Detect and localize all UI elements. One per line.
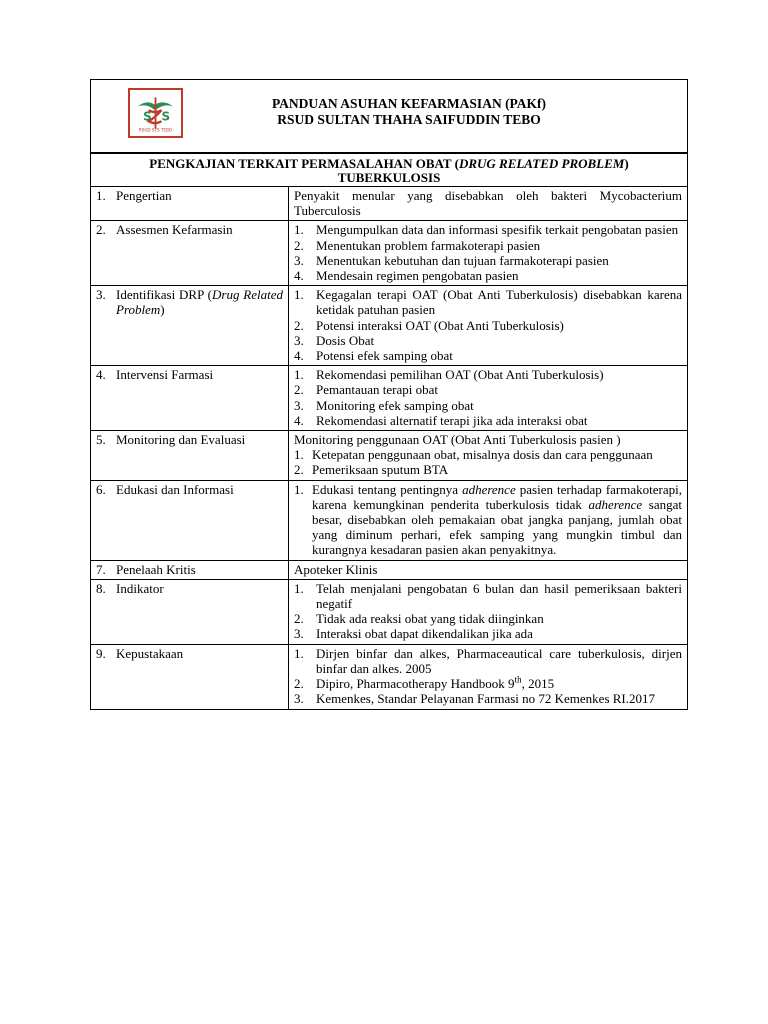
svg-text:RSUD STS TEBO: RSUD STS TEBO [138,127,173,133]
numbered-list [294,482,682,558]
table-row [91,579,688,644]
list-item: 4. Rekomendasi alternatif terapi jika ada interaksi obat [294,412,588,428]
row-content: Penyakit menular yang disebabkan oleh bakteri Mycobacterium Tuberculosis [289,187,688,221]
list-item: 1. Mengumpulkan data dan informasi spesifik terkait pengobatan pasien [294,222,679,238]
list-item: 1. Telah menjalani pengobatan 6 bulan dan hasil pemeriksaan bakteri negatif [294,580,682,612]
numbered-list [294,222,682,283]
row-label: 1. Pengertian [91,187,289,221]
table-row [91,560,688,579]
list-item: 1. Dirjen binfar dan alkes, Pharmaceautical care tuberkulosis, dirjen binfar dan alkes. 2005 [294,645,682,676]
document-header [90,79,688,153]
numbered-list [294,367,682,428]
table-title-row [91,154,688,187]
row-label: 9. Kepustakaan [91,644,289,709]
list-item: 2. Pemantauan terapi obat [294,382,439,398]
numbered-list [294,287,682,363]
drp-table [90,153,688,710]
row-label: 5. Monitoring dan Evaluasi [91,431,289,481]
svg-text:S: S [143,109,152,124]
row-label: 2. Assesmen Kefarmasin [91,221,289,286]
row-content [289,579,688,644]
table-row [91,366,688,431]
row-content [289,286,688,366]
table-row [91,480,688,560]
row-label: 3. Identifikasi DRP (Drug Related Problem) [91,286,289,366]
row-content [289,366,688,431]
list-item: 1. Ketepatan penggunaan obat, misalnya dosis dan cara penggunaan [294,447,653,463]
header-line-1: PANDUAN ASUHAN KEFARMASIAN (PAKf) [271,96,547,111]
list-item: 2. Pemeriksaan sputum BTA [294,462,449,478]
list-item: 1. Kegagalan terapi OAT (Obat Anti Tuberkulosis) disebabkan karena ketidak patuhan pasien [294,287,682,318]
list-item: 4. Potensi efek samping obat [294,348,453,364]
list-item: 1. Edukasi tentang pentingnya adherence pasien terhadap farmakoterapi, karena kemungkinan penderita tuberkulosis tidak adherence sangat besar, disebabkan oleh pemakaian obat jangka panjang, jumlah obat yang diminum perhari, efek samping yang mungkin timbul dan kurangnya kesadaran pasien akan penyakitnya. [294,481,682,558]
row-label: 6. Edukasi dan Informasi [91,480,289,560]
list-item: 3. Monitoring efek samping obat [294,397,474,413]
header-titles [91,96,687,128]
table-title: PENGKAJIAN TERKAIT PERMASALAHAN OBAT (DRUG RELATED PROBLEM) TUBERKULOSIS [91,154,688,187]
row-content [289,644,688,709]
reference-list [294,646,682,707]
row-content [289,221,688,286]
table-row [91,644,688,709]
row-label: 4. Intervensi Farmasi [91,366,289,431]
list-item: 2. Dipiro, Pharmacotherapy Handbook 9th, 2015 [294,674,555,692]
numbered-list [294,447,682,477]
list-item: 3. Interaksi obat dapat dikendalikan jika ada [294,626,533,642]
list-item: 4. Mendesain regimen pengobatan pasien [294,268,519,284]
table-row [91,187,688,221]
row-label: 8. Indikator [91,579,289,644]
document-sheet [90,79,688,710]
list-item: 1. Rekomendasi pemilihan OAT (Obat Anti Tuberkulosis) [294,367,604,383]
list-item: 3. Kemenkes, Standar Pelayanan Farmasi no 72 Kemenkes RI.2017 [294,691,656,707]
svg-text:S: S [161,109,171,124]
list-item: 2. Potensi interaksi OAT (Obat Anti Tuberkulosis) [294,317,564,333]
list-item: 2. Menentukan problem farmakoterapi pasien [294,237,541,253]
header-line-2: RSUD SULTAN THAHA SAIFUDDIN TEBO [277,112,541,127]
list-item: 2. Tidak ada reaksi obat yang tidak diinginkan [294,611,544,627]
row-label: 7. Penelaah Kritis [91,560,289,579]
list-item: 3. Menentukan kebutuhan dan tujuan farmakoterapi pasien [294,252,609,268]
row-intro: Monitoring penggunaan OAT (Obat Anti Tuberkulosis pasien ) [294,432,621,448]
row-content [289,431,688,481]
table-row [91,286,688,366]
numbered-list [294,581,682,642]
table-row [91,431,688,481]
row-content [289,480,688,560]
row-content: Apoteker Klinis [289,560,688,579]
list-item: 3. Dosis Obat [294,332,375,348]
table-row [91,221,688,286]
